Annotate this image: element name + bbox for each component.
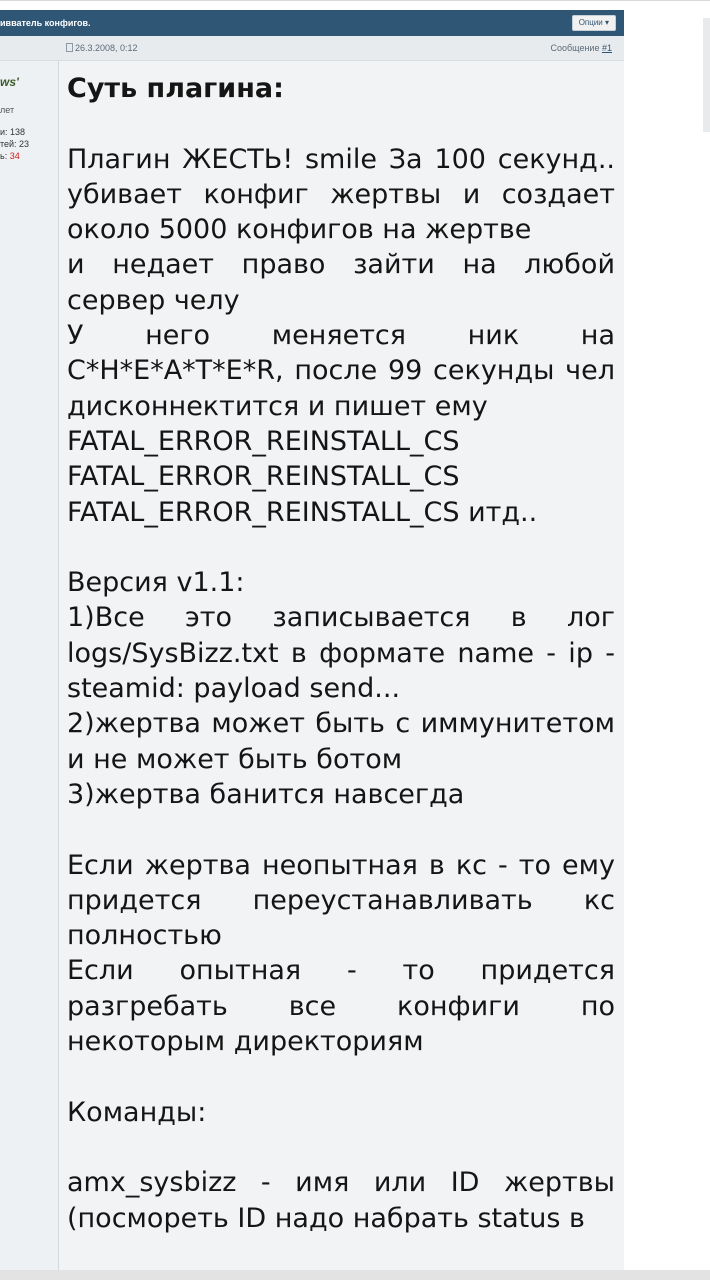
- message-number: [550, 43, 612, 53]
- post-paragraph: amx_sysbizz - имя или ID жертвы (посмореть ID надо набрать status в: [67, 1167, 615, 1234]
- post-paragraph: FATAL_ERROR_REINSTALL_CS итд..: [67, 496, 538, 528]
- post-paragraph: 1)Все это записывается в лог logs/SysBizz.txt в формате name - ip - steamid: payload send...: [67, 602, 615, 705]
- blank-line: [67, 812, 615, 847]
- side-panel-edge: [703, 18, 710, 132]
- user-stat-reputation-value: 34: [9, 151, 20, 161]
- blank-line: [67, 106, 615, 141]
- blank-line: [67, 1059, 615, 1094]
- user-info-column: [0, 61, 59, 1280]
- post-paragraph: Если опытная - то придется разгребать все конфиги по некоторым директориям: [67, 955, 615, 1058]
- post-paragraph: FATAL_ERROR_REINSTALL_CS: [67, 425, 460, 457]
- user-rank: ws': [0, 75, 19, 89]
- top-divider: [0, 0, 710, 1]
- bottom-bar: [0, 1270, 710, 1280]
- post-paragraph: 2)жертва может быть с иммунитетом и не может быть ботом: [67, 708, 615, 775]
- user-stat-reputation: [0, 151, 20, 161]
- post-paragraph: У него меняется ник на C*H*E*A*T*E*R, после 99 секунды чел дисконнектится и пишет ему: [67, 320, 615, 422]
- post-icon: [66, 43, 73, 52]
- post-paragraph: 3)жертва банится навсегда: [67, 778, 465, 810]
- post-header: [0, 10, 624, 36]
- post-paragraph: Если жертва неопытная в кс - то ему придется переустанавливать кс полностью: [67, 849, 615, 952]
- message-permalink[interactable]: #1: [601, 43, 612, 53]
- blank-line: [67, 530, 615, 565]
- post-meta-bar: [0, 36, 624, 61]
- message-label: Сообщение: [550, 43, 600, 53]
- post-text: [67, 71, 615, 1236]
- thread-title: ивватель конфигов.: [0, 18, 91, 28]
- post-paragraph: Команды:: [67, 1096, 207, 1128]
- post-body: [59, 61, 624, 1280]
- post-paragraph: Плагин ЖЕСТЬ! smile За 100 секунд.. убивает конфиг жертвы и создает около 5000 конфигов на жертве: [67, 143, 615, 246]
- post-paragraph: Версия v1.1:: [67, 567, 245, 599]
- post-paragraph: и недает право зайти на любой сервер челу: [67, 249, 615, 316]
- post-date: [66, 43, 138, 53]
- post-paragraph: FATAL_ERROR_REINSTALL_CS: [67, 461, 460, 493]
- user-age: лет: [0, 105, 15, 115]
- post-date-text: 26.3.2008, 0:12: [75, 43, 138, 53]
- options-button[interactable]: Опции ▾: [572, 15, 616, 31]
- user-stat-thanks: тей: 23: [0, 139, 30, 149]
- blank-line: [67, 1130, 615, 1165]
- user-stat-messages: и: 138: [0, 127, 26, 137]
- post-heading: Суть плагина:: [67, 73, 284, 104]
- user-stat-reputation-label: ь:: [0, 151, 8, 161]
